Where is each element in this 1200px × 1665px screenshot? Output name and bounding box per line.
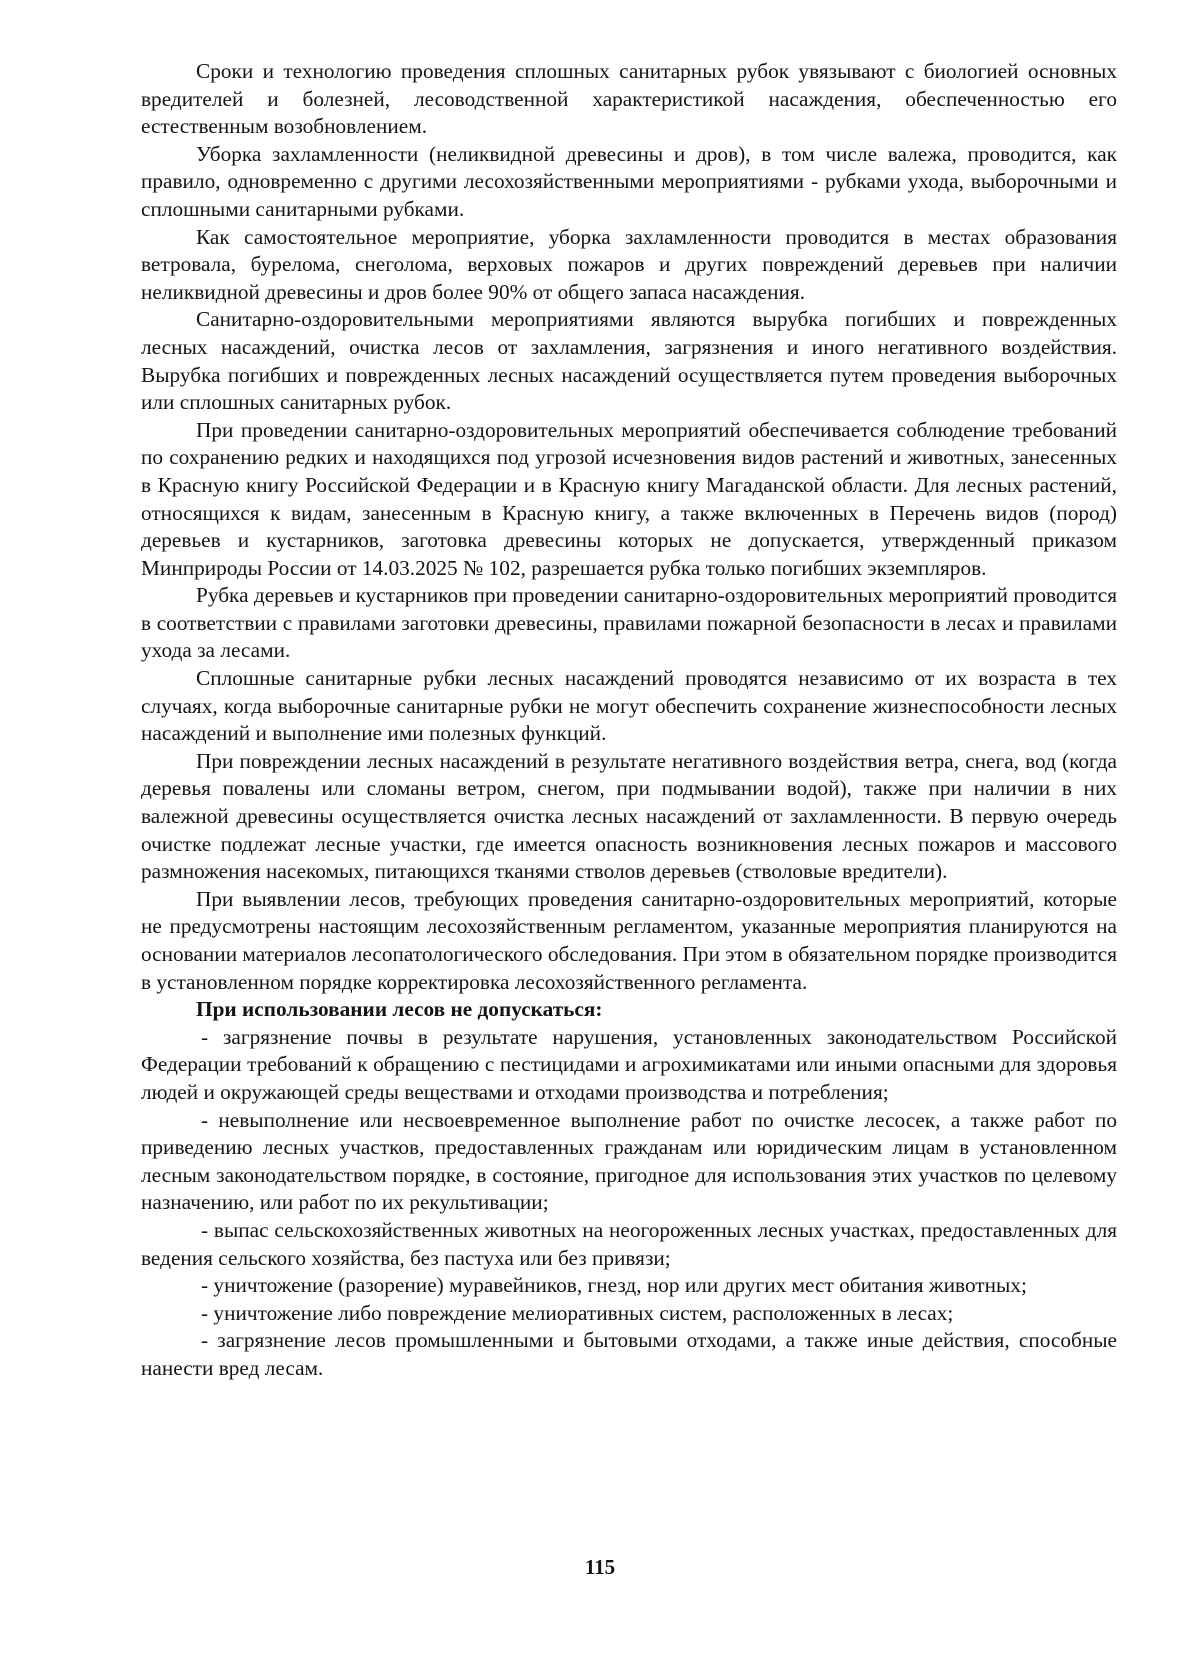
paragraph: Сроки и технологию проведения сплошных санитарных рубок увязывают с биологией основных вредителей и болезней, лесоводственной характеристикой насаждения, обеспеченностью его естественным возобновлением. xyxy=(141,59,1117,139)
paragraph: Санитарно-оздоровительными мероприятиями являются вырубка погибших и поврежденных лесных насаждений, очистка лесов от захламления, загрязнения и иного негативного воздействия. Вырубка погибших и поврежденных лесных насаждений осуществляется путем проведения выборочных или сплошных санитарных рубок. xyxy=(141,307,1117,415)
paragraph: Как самостоятельное мероприятие, уборка захламленности проводится в местах образования ветровала, бурелома, снеголома, верховых пожаров и других повреждений деревьев при наличии неликвидной древесины и дров более 90% от общего запаса насаждения. xyxy=(141,224,1117,304)
paragraph: Уборка захламленности (неликвидной древесины и дров), в том числе валежа, проводится, как правило, одновременно с другими лесохозяйственными мероприятиями - рубками ухода, выборочными и сплошными санитарными рубками. xyxy=(141,141,1117,221)
paragraph: При выявлении лесов, требующих проведения санитарно-оздоровительных мероприятий, которые не предусмотрены настоящим лесохозяйственным регламентом, указанные мероприятия планируются на основании материалов лесопатологического обследования. При этом в обязательном порядке производится в установленном порядке корректировка лесохозяйственного регламента. xyxy=(141,886,1117,994)
list-item: - загрязнение почвы в результате нарушения, установленных законодательством Российской Федерации требований к обращению с пестицидами и агрохимикатами или иными опасными для здоровья людей и окружающей среды веществами и отходами производства и потребления; xyxy=(141,1024,1117,1104)
page-number: 115 xyxy=(584,1555,616,1579)
list-item: - уничтожение (разорение) муравейников, гнезд, нор или других мест обитания животных; xyxy=(201,1273,1027,1298)
section-heading: При использовании лесов не допускаться: xyxy=(196,997,603,1022)
list-item: - загрязнение лесов промышленными и бытовыми отходами, а также иные действия, способные нанести вред лесам. xyxy=(141,1328,1117,1380)
list-item: - уничтожение либо повреждение мелиоративных систем, расположенных в лесах; xyxy=(201,1300,954,1325)
list-item: - невыполнение или несвоевременное выполнение работ по очистке лесосек, а также работ по приведению лесных участков, предоставленных гражданам или юридическим лицам в установленном лесным законодательством порядке, в состояние, пригодное для использования этих участков по целевому назначению, или работ по их рекультивации; xyxy=(141,1107,1117,1215)
paragraph: При повреждении лесных насаждений в результате негативного воздействия ветра, снега, вод (когда деревья повалены или сломаны ветром, снегом, при подмывании водой), также при наличии в них валежной древесины осуществляется очистка лесных насаждений от захламленности. В первую очередь очистке подлежат лесные участки, где имеется опасность возникновения лесных пожаров и массового размножения насекомых, питающихся тканями стволов деревьев (стволовые вредители). xyxy=(141,748,1117,884)
list-item: - выпас сельскохозяйственных животных на неогороженных лесных участках, предоставленных для ведения сельского хозяйства, без пастуха или без привязи; xyxy=(141,1217,1117,1270)
paragraph: Сплошные санитарные рубки лесных насаждений проводятся независимо от их возраста в тех случаях, когда выборочные санитарные рубки не могут обеспечить сохранение жизнеспособности лесных насаждений и выполнение ими полезных функций. xyxy=(141,666,1117,746)
paragraph: При проведении санитарно-оздоровительных мероприятий обеспечивается соблюдение требований по сохранению редких и находящихся под угрозой исчезновения видов растений и животных, занесенных в Красную книгу Российской Федерации и в Красную книгу Магаданской области. Для лесных растений, относящихся к видам, занесенным в Красную книгу, а также включенных в Перечень видов (пород) деревьев и кустарников, заготовка древесины которых не допускается, утвержденный приказом Минприроды России от 14.03.2025 № 102, разрешается рубка только погибших экземпляров. xyxy=(141,417,1117,580)
body-text xyxy=(141,58,1117,1383)
paragraph: Рубка деревьев и кустарников при проведении санитарно-оздоровительных мероприятий проводится в соответствии с правилами заготовки древесины, правилами пожарной безопасности в лесах и правилами ухода за лесами. xyxy=(141,583,1117,663)
